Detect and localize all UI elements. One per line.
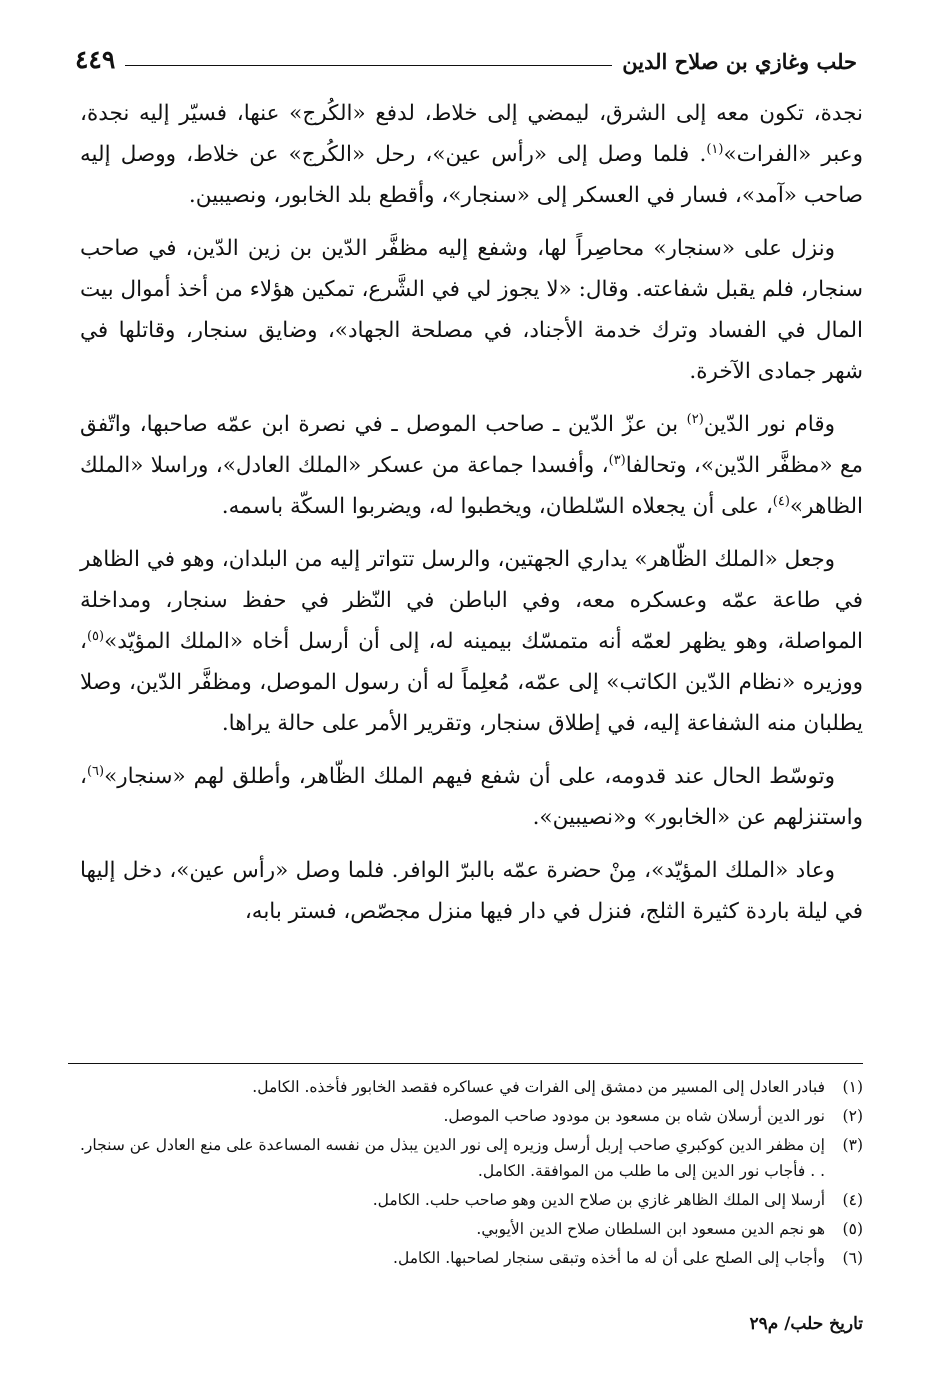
footnote-4: (٤) أرسلا إلى الملك الظاهر غازي بن صلاح الدين وهو صاحب حلب. الكامل. [372, 1191, 863, 1209]
header-rule [125, 65, 612, 66]
footnote-marker-6: (٦) [86, 763, 105, 779]
body-text [80, 93, 863, 944]
footnote-marker-4: (٤) [772, 493, 790, 509]
page-number: ٤٤٩ [75, 45, 116, 74]
paragraph-2: ونزل على «سنجار» محاصِراً لها، وشفع إليه مظفَّر الدّين بن زين الدّين، في صاحب سنجار، فلم يقبل شفاعته. وقال: «لا يجوز لي في الشَّرع، تمكين هؤلاء من أخذ أموال بيت المال في الفساد وترك خدمة الأجناد، في مصلحة الجهاد»، وضايق سنجار، وقاتلها في شهر جمادى الآخرة. [80, 236, 863, 384]
paragraph-5: وتوسّط الحال عند قدومه، على أن شفع فيهم الملك الظّاهر، وأطلق لهم «سنجار»$^{(٦)}$، واستنزلهم عن «الخابور» و«نصيبين». [80, 763, 863, 830]
book-signature: تاريخ حلب/ م٢٩ [749, 1314, 863, 1334]
footnote-marker-2: (٢) [686, 411, 704, 427]
footnote-marker-1: (١) [706, 141, 724, 157]
footnote-2: (٢) نور الدين أرسلان شاه بن مسعود بن مودود صاحب الموصل. [443, 1107, 863, 1125]
footnote-marker-5: (٥) [86, 628, 105, 644]
footnote-6: (٦) وأجاب إلى الصلح على أن له ما أخذه وتبقى سنجار لصاحبها. الكامل. [393, 1249, 863, 1267]
paragraph-1: نجدة، تكون معه إلى الشرق، ليمضي إلى خلاط، لدفع «الكُرج» عنها، فسيّر إليه نجدة، وعبر «الفرات»$^{(١)}$. فلما وصل إلى «رأس عين»، رحل «الكُرج» عن خلاط، ووصل إليه صاحب «آمد»، فسار في العسكر إلى «سنجار»، وأقطع بلد الخابور، ونصيبين. [80, 101, 863, 208]
paragraph-3: وقام نور الدّين$^{(٢)}$ بن عزّ الدّين ـ صاحب الموصل ـ في نصرة ابن عمّه صاحبها، واتّفق مع «مظفَّر الدّين»، وتحالفا$^{(٣)}$، وأفسدا جماعة من عسكر «الملك العادل»، وراسلا «الملك الظاهر»$^{(٤)}$، على أن يجعلاه السّلطان، ويخطبوا له، ويضربوا السكّة باسمه. [80, 411, 863, 519]
running-title: حلب وغازي بن صلاح الدين [622, 49, 857, 74]
page-header [75, 34, 857, 74]
footnote-3: (٣) إن مظفر الدين كوكبري صاحب إربل أرسل وزيره إلى نور الدين يبذل من نفسه المساعدة على منع العادل عن سنجار. . . فأجاب نور الدين إلى ما طلب من الموافقة. الكامل. [80, 1136, 863, 1180]
footnote-1: (١) فبادر العادل إلى المسير من دمشق إلى الفرات في عساكره فقصد الخابور فأخذه. الكامل. [252, 1078, 863, 1096]
paragraph-4: وجعل «الملك الظّاهر» يداري الجهتين، والرسل تتواتر إليه من البلدان، وهو في الظاهر في طاعة عمّه وعسكره معه، وفي الباطن في النّظر في حفظ سنجار، ومداخلة المواصلة، وهو يظهر لعمّه أنه متمسّك بيمينه له، إلى أن أرسل أخاه «الملك المؤيّد»$^{(٥)}$، ووزيره «نظام الدّين الكاتب» إلى عمّه، مُعلِماً له أن رسول الموصل، ومظفَّر الدّين، وصلا يطلبان منه الشفاعة إليه، في إطلاق سنجار، وتقرير الأمر على حالة يراها. [80, 547, 863, 736]
footnotes [80, 1074, 863, 1274]
footnote-5: (٥) هو نجم الدين مسعود ابن السلطان صلاح الدين الأيوبي. [476, 1220, 863, 1238]
footnote-marker-3: (٣) [608, 452, 626, 468]
paragraph-6: وعاد «الملك المؤيّد»، مِنْ حضرة عمّه بالبرّ الوافر. فلما وصل «رأس عين»، دخل إليها في ليلة باردة كثيرة الثلج، فنزل في دار فيها منزل مجصّص، فستر بابه، [80, 858, 863, 924]
footnote-separator [68, 1063, 863, 1064]
